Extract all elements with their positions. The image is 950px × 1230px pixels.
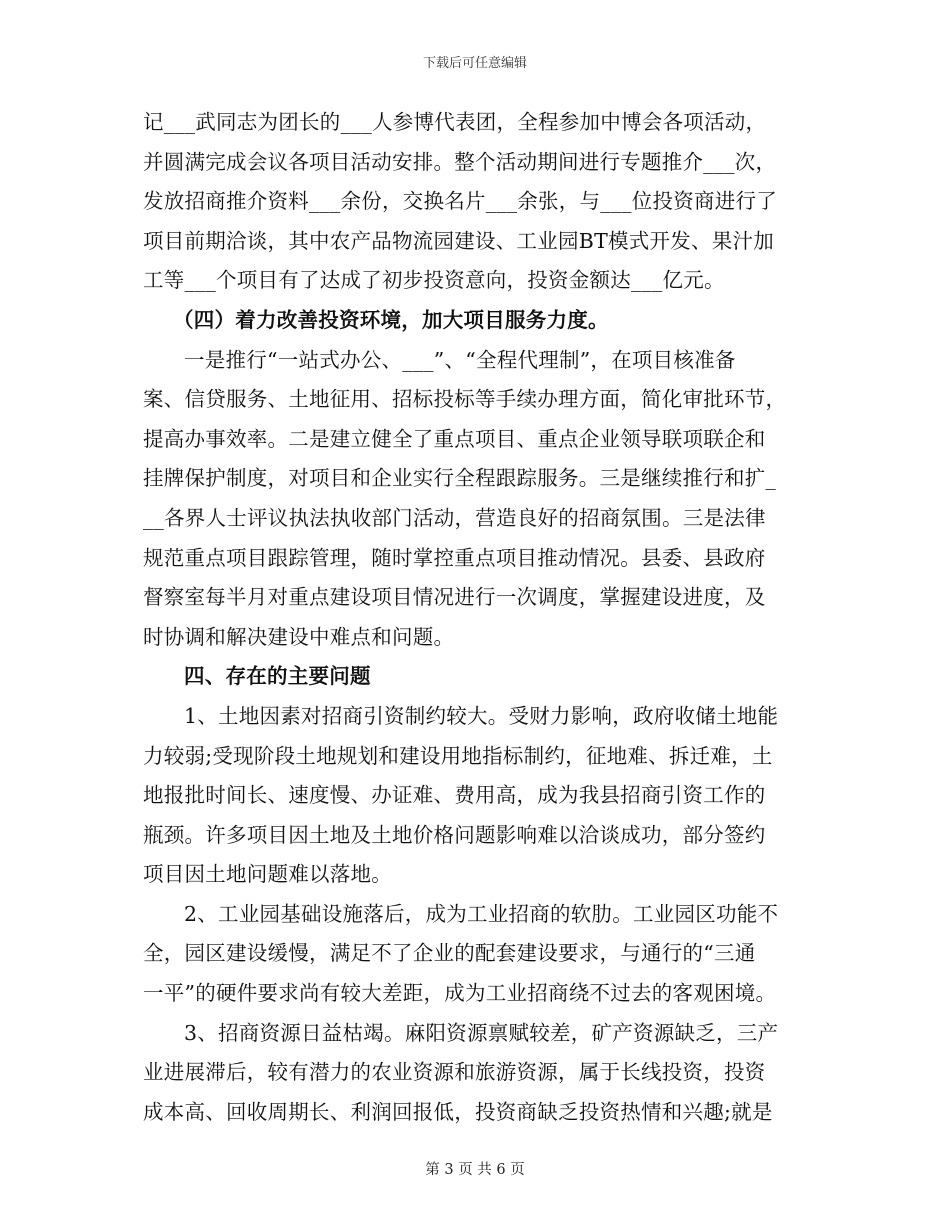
body-line: 地报批时间长、速度慢、办证难、费用高，成为我县招商引资工作的 [143,783,766,808]
body-line: 成本高、回收周期长、利润回报低，投资商缺乏投资热情和兴趣;就是 [143,1099,773,1124]
page-footer: 第 3 页 共 6 页 [425,1162,525,1178]
body-line: 规范重点项目跟踪管理，随时掌控重点项目推动情况。县委、县政府 [143,545,766,570]
paragraph-first-line: 1、土地因素对招商引资制约较大。受财力影响，政府收储土地能 [184,703,779,728]
body-line: 全，园区建设缓慢，满足不了企业的配套建设要求，与通行的“三通 [143,941,756,966]
section-heading: 四、存在的主要问题 [184,664,371,689]
body-line: 案、信贷服务、土地征用、招标投标等手续办理方面，简化审批环节， [143,387,787,412]
body-line: 提高办事效率。二是建立健全了重点项目、重点企业领导联项联企和 [143,426,766,451]
body-line: 发放招商推介资料___余份，交换名片___余张，与___位投资商进行了 [143,189,777,214]
body-line: 工等___个项目有了达成了初步投资意向，投资金额达___亿元。 [143,268,725,293]
body-line: 瓶颈。许多项目因土地及土地价格问题影响难以洽谈成功，部分签约 [143,822,766,847]
paragraph-first-line: 2、工业园基础设施落后，成为工业招商的软肋。工业园区功能不 [184,901,779,926]
page-header: 下载后可任意编辑 [422,56,527,71]
document-body [143,103,803,1132]
section-heading: （四）着力改善投资环境，加大项目服务力度。 [173,307,609,332]
paragraph-first-line: 3、招商资源日益枯竭。麻阳资源禀赋较差，矿产资源缺乏，三产 [184,1020,779,1045]
body-line: 项目前期洽谈，其中农产品物流园建设、工业园BT模式开发、果汁加 [143,228,774,253]
body-line: 并圆满完成会议各项目活动安排。整个活动期间进行专题推介___次， [143,149,777,174]
body-line: 挂牌保护制度，对项目和企业实行全程跟踪服务。三是继续推行和扩_ [143,466,776,491]
body-line: 力较弱;受现阶段土地规划和建设用地指标制约，征地难、拆迁难，土 [143,743,773,768]
paragraph-first-line: 一是推行“一站式办公、___”、“全程代理制”，在项目核准备 [184,347,736,372]
body-line: 项目因土地问题难以落地。 [143,862,392,887]
body-line: 时协调和解决建设中难点和问题。 [143,624,455,649]
body-line: 业进展滞后，较有潜力的农业资源和旅游资源，属于长线投资，投资 [143,1060,766,1085]
body-line: 一平”的硬件要求尚有较大差距，成为工业招商绕不过去的客观困境。 [143,981,777,1006]
body-line: 记___武同志为团长的___人参博代表团，全程参加中博会各项活动， [143,110,767,134]
body-line: __各界人士评议执法执收部门活动，营造良好的招商氛围。三是法律 [143,505,766,530]
body-line: 督察室每半月对重点建设项目情况进行一次调度，掌握建设进度，及 [143,585,766,610]
